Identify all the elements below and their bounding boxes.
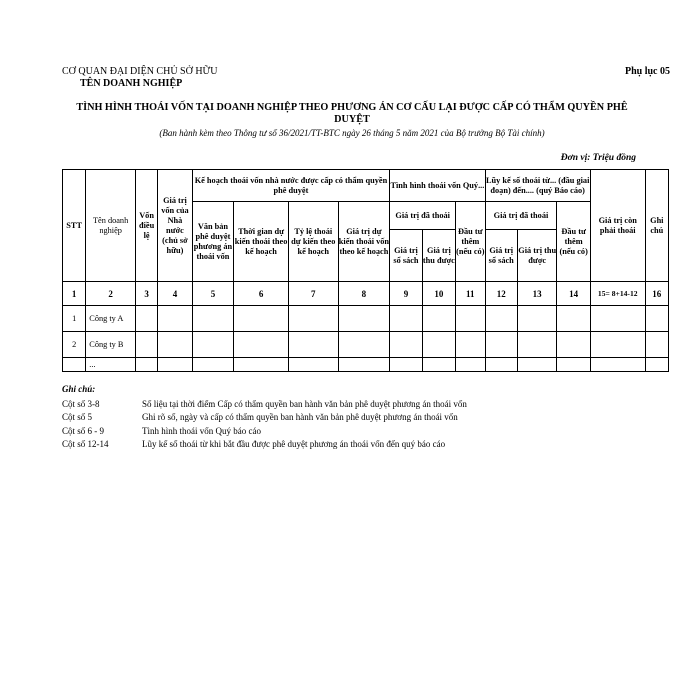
note-key: Cột số 3-8 (62, 398, 100, 409)
header-charter-capital: Vốn điều lệ (135, 170, 157, 282)
note-text: Lũy kế số thoái từ khi bắt đầu được phê duyệt phương án thoái vốn đến quý báo cáo (142, 439, 446, 449)
col-number: 14 (557, 282, 590, 306)
col-number: 8 (338, 282, 390, 306)
divestment-table (62, 169, 669, 372)
col-number: 9 (390, 282, 422, 306)
notes-title: Ghi chú: (62, 384, 96, 394)
col-number: 3 (135, 282, 157, 306)
col-number: 16 (645, 282, 668, 306)
note-key: Cột số 12-14 (62, 439, 109, 449)
note-text: Tình hình thoái vốn Quý báo cáo (142, 425, 261, 436)
header-plan-value: Giá trị dự kiến thoái vốn theo kế hoạch (338, 202, 390, 282)
note-item (62, 398, 467, 412)
table-row (63, 306, 669, 332)
col-number: 13 (517, 282, 557, 306)
note-text: Ghi rõ số, ngày và cấp có thẩm quyền ban hành văn bản phê duyệt phương án thoái vốn (142, 412, 458, 422)
col-number: 5 (192, 282, 234, 306)
header-remaining: Giá trị còn phải thoái (590, 170, 645, 282)
table-row (63, 358, 669, 372)
col-number: 10 (422, 282, 455, 306)
col-number: 7 (288, 282, 338, 306)
header-note: Ghi chú (645, 170, 668, 282)
header-plan-time: Thời gian dự kiến thoái theo kế hoạch (234, 202, 289, 282)
note-key: Cột số 6 - 9 (62, 425, 105, 436)
note-key: Cột số 5 (62, 412, 93, 422)
row-stt: 1 (63, 306, 86, 332)
document-subtitle: (Ban hành kèm theo Thông tư số 36/2021/TT-BTC ngày 26 tháng 5 năm 2021 của Bộ trưởng Bộ Tài chính) (159, 128, 545, 138)
header-left (62, 66, 218, 90)
col-number: 4 (158, 282, 192, 306)
header-plan-doc: Văn bản phê duyệt phương án thoái vốn (192, 202, 234, 282)
note-item (62, 438, 467, 452)
header-state-capital: Giá trị vốn của Nhà nước (chủ sở hữu) (158, 170, 192, 282)
col-number: 11 (456, 282, 485, 306)
col-number: 6 (234, 282, 289, 306)
header-plan-group: Kế hoạch thoái vốn nhà nước được cấp có thẩm quyền phê duyệt (192, 170, 390, 202)
document-title: TÌNH HÌNH THOÁI VỐN TẠI DOANH NGHIỆP THEO PHƯƠNG ÁN CƠ CẤU LẠI ĐƯỢC CẤP CÓ THẨM QUYỀN PHÊ DUYỆT (76, 102, 628, 125)
col-number: 2 (86, 282, 136, 306)
row-company-name: ... (86, 358, 136, 372)
note-item (62, 411, 467, 425)
header-quarter-group: Tình hình thoái vốn Quý... (390, 170, 485, 202)
header-cumulative-invest: Đầu tư thêm (nếu có) (557, 202, 590, 282)
header-name: Tên doanh nghiệp (86, 170, 136, 282)
header-cumulative-book: Giá trị sổ sách (485, 230, 517, 282)
appendix-label: Phụ lục 05 (624, 66, 670, 77)
header-plan-ratio: Tỷ lệ thoái dự kiến theo kế hoạch (288, 202, 338, 282)
note-item (62, 425, 467, 439)
header-stt: STT (63, 170, 86, 282)
header-cumulative-group: Lũy kế số thoái từ... (đầu giai đoạn) đến.... (quý Báo cáo) (485, 170, 590, 202)
row-company-name: Công ty B (86, 332, 136, 358)
row-stt (63, 358, 86, 372)
header-quarter-invest: Đầu tư thêm (nếu có) (456, 202, 485, 282)
col-number: 1 (63, 282, 86, 306)
header-quarter-divested: Giá trị đã thoái (390, 202, 456, 230)
header-cumulative-divested: Giá trị đã thoái (485, 202, 557, 230)
header-cumulative-collected: Giá trị thu được (517, 230, 557, 282)
col-number: 12 (485, 282, 517, 306)
table-row (63, 332, 669, 358)
header-quarter-book: Giá trị sổ sách (390, 230, 422, 282)
row-stt: 2 (63, 332, 86, 358)
col-number: 15= 8+14-12 (590, 282, 645, 306)
notes-section (62, 383, 467, 452)
note-text: Số liệu tại thời điểm Cấp có thẩm quyền ban hành văn bản phê duyệt phương án thoái vốn (142, 398, 467, 409)
unit-label: Đơn vị: Triệu đồng (560, 153, 636, 163)
header-quarter-collected: Giá trị thu được (422, 230, 455, 282)
enterprise-name: TÊN DOANH NGHIỆP (80, 78, 183, 89)
agency-name: CƠ QUAN ĐẠI DIỆN CHỦ SỞ HỮU (62, 66, 218, 77)
row-company-name: Công ty A (86, 306, 136, 332)
